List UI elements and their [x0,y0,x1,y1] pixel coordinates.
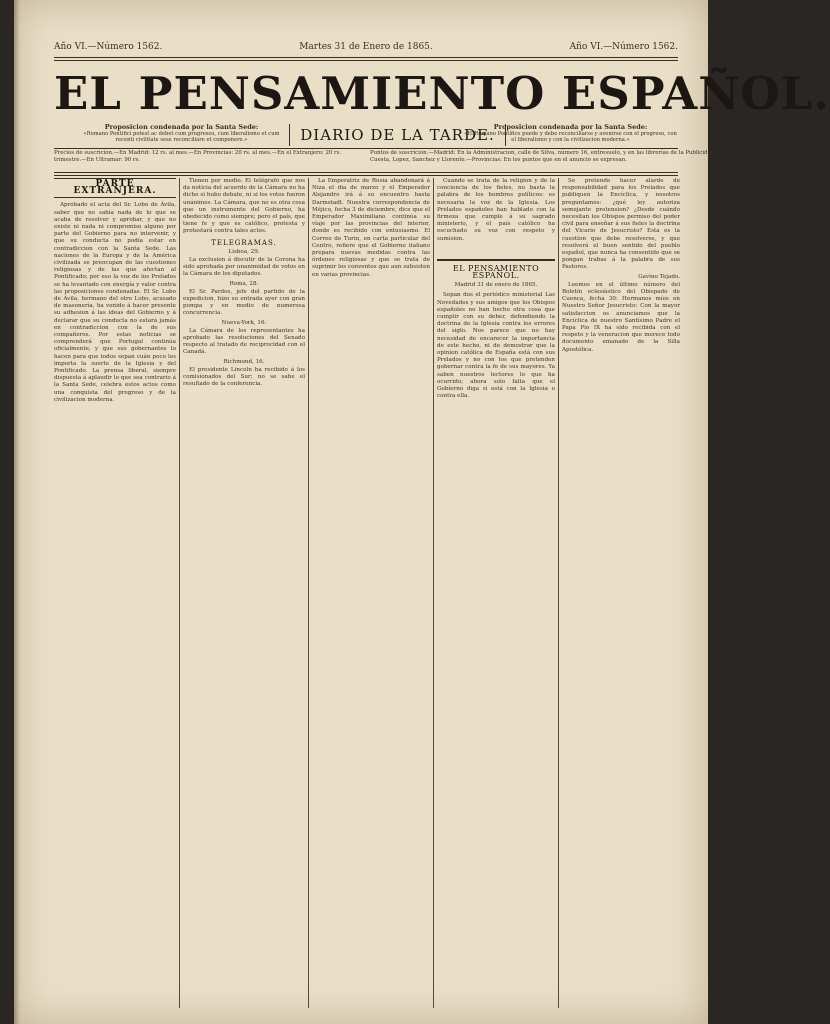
header-rule-mid [54,148,678,149]
subscription-info [54,150,716,170]
telegram-2-text: El Sr. Pardos, jefe del partido de la expedicion, hizo su entrada ayer con gran pompa y en medio de numerosa concurrencia. [183,288,305,317]
column-5 [562,178,680,1008]
issue-line [54,42,678,56]
page-fold-shadow [14,0,20,1024]
column-divider-2 [308,178,309,1008]
editorial-dateline: Madrid 31 de enero de 1865. [454,282,538,289]
telegram-1-place: Lisboa, 29. [228,248,260,255]
telegram-3-text: La Cámara de los representantes ha aprobado las resoluciones del Senado respecto al tratado de reciprocidad con el Canadá. [183,327,305,356]
issue-date: Martes 31 de Enero de 1865. [299,42,433,52]
column-divider-4 [558,178,559,1008]
motto-right-title: Proposicion condenada por la Santa Sede: [493,123,648,131]
motto-left-text: «Romano Pontifici potest ac debet cum progressu, cum liberalismo et cum recenti civilitate sese reconciliare et componere.» [83,130,280,143]
column-4-text: Cuando se trata de la religion y de la conciencia de los fieles, no basta la palabra de los hombres políticos: es necesaria la voz de la Iglesia. Los Prelados españoles han hablado con la firmeza que cumple á su sagrado ministerio, y el país católico ha escuchado su voz con respeto y sumision. [437,178,555,242]
section-head-foreign: PARTE EXTRANJERA. [54,178,176,198]
column-divider-3 [433,178,434,1008]
column-4 [437,178,555,1008]
column-divider-1 [179,178,180,1008]
issue-number-left: Año VI.—Número 1562. [54,42,163,52]
telegram-1-text: La exclusion á discutir de la Corona ha sido aprobada por unanimidad de votos en la Cámara de los diputados. [183,257,305,278]
header-rule-bottom-2 [54,175,678,176]
column-2-text: Tienen por medio. El telégrafo que nos da noticia del acuerdo de la Cámara no ha dicho si hubo debate, ni si los votos fueron unánimes. La Cámara, que no es otra cosa que un instrumento del Gobierno, ha obedecido como siempre; pero el país, que tiene fe y que es católico, protesta y protestará contra tales actos. [183,178,305,235]
subscription-prices: Precios de suscricion.—En Madrid: 12 rs. al mes.—En Provincias: 20 rs. al mes.—En el Extranjero: 20 rs. trimestre.—En Ultramar: 90 rs. [54,150,342,163]
issue-number-right: Año VI.—Número 1562. [569,42,678,52]
masthead-title: EL PENSAMIENTO ESPAÑOL. [54,67,830,120]
column-1 [54,178,176,1008]
column-5-signature: Gavino Tejado. [638,273,680,280]
header-rule-bottom [54,172,678,173]
telegram-3-place: Nueva-York, 16. [221,319,267,326]
telegram-4-place: Richmond, 16. [223,358,265,365]
motto-right-text: «El Romano Pontífice puede y debe reconciliarse y avenirse con el progreso, con el liberalismo y con la civilizacion moderna.» [464,130,677,143]
paper-subtitle: DIARIO DE LA TARDE. [289,124,506,146]
column-5-text: Se pretende hacer alarde de responsabilidad para los Prelados que publiquen la Encíclica, y nosotros preguntamos: ¿qué ley autoriza semejante pretension? ¿Desde cuándo necesitan los Obispos permiso del poder civil para enseñar á sus fieles la doctrina del Vicario de Jesucristo? Esta es la cuestion que debe resolverse, y que resolverá el buen sentido del pueblo español, que nunca ha consentido que se pongan trabas á la palabra de sus Pastores. [562,178,680,271]
telegram-4-text: El presidente Lincoln ha recibido á los comisionados del Sur; no se sabe el resultado de la conferencia. [183,366,305,388]
telegrams-head: TELEGRAMAS. [211,238,277,247]
motto-left-title: Proposicion condenada por la Santa Sede: [104,123,259,131]
column-3-text: La Emperatriz de Rusia abandonará á Niza el dia de marzo y el Emperador Alejandro irá á su encuentro hasta Darmstadt. Nuestra correspondencia de Méjico, fecha 3 de diciembre, dice que el Emperador Maximiliano continúa su viaje por las provincias del interior, donde es recibido con entusiasmo. El Correo de Turin, en carta particular del Centro, refiere que el Gobierno italiano prepara nuevas medidas contra las órdenes religiosas y que se trata de suprimir los conventos que aun subsisten en varias provincias. [312,178,430,278]
newspaper-page [14,0,830,1024]
motto-right [463,124,678,144]
column-1-text: Aprobado el acta del Sr. Lobo de Ávila, saber que no sabía nada de lo que se acaba de resolver y aprobar, y que no existe ni nada ni compromiso alguno por parte del Gobierno para no intervenir, y que su conducta no podía estar en contradiccion con la Santa Sede. Las naciones de la Europa y de la América civilizada se preocupan de las cuestiones religiosas y de las que afectan al Pontificado; por eso la voz de los Prelados se ha levantado con energía y valor contra las proposiciones condenadas. El Sr. Lobo de Ávila, hermano del otro Lobo, acusado de masonería, ha venido á hacer presente su adhesion á las ideas del Gobierno y á declarar que su conducta no estará jamás en contradiccion con la de sus compañeros. Por estas noticias se comprenderá que Portugal continúa oficialmente, y que sus gobernantes lo hacen para que todos sepan cuán poco les importa la suerte de la Iglesia y del Pontificado. La prensa liberal, siempre dispuesta á aplaudir lo que sea contrario á la Santa Sede, celebra estos actos como una conquista del progreso y de la civilizacion moderna. [54,202,176,403]
column-3 [312,178,430,1008]
header-rule-top-2 [54,60,678,61]
header-rule-top [54,57,678,58]
column-5-text-2: Leemos en el último número del Boletín eclesiástico del Obispado de Cuenca, fecha 30: Hermanos míos en Nuestro Señor Jesucristo: Con la mayor satisfaccion os anunciamos que la Encíclica de nuestro Santísimo Padre el Papa Pio IX ha sido recibida con el respeto y la veneracion que merece todo documento emanado de la Silla Apostólica. [562,281,680,353]
editorial-head: EL PENSAMIENTO ESPAÑOL. [437,259,555,279]
subscription-points: Puntos de suscricion.—Madrid: En la Administracion, calle de Silva, número 16, entresuelo, y en las librerías de la Publicidad, Cuesta, Lopez, Sanchez y Llorente.—Provincias: En los puntos que en el anuncio se expresan. [370,150,716,163]
sub-masthead [54,124,678,146]
motto-left [74,124,289,144]
column-4-editorial-text: Sepan dos el periódico ministerial Las Novedades y sus amigos que los Obispos españoles no han hecho otra cosa que cumplir con su deber, defendiendo la doctrina de la Iglesia contra los errores del siglo. Nos parece que no hay necesidad de encarecer la importancia de este hecho, ni de demostrar que la opinion católica de España está con sus Prelados y no con los que pretenden gobernar contra la fe de sus mayores. Ya saben nuestros lectores lo que ha ocurrido; ahora solo falta que el Gobierno diga si está con la Iglesia o contra ella. [437,292,555,400]
column-2 [183,178,305,1008]
telegram-2-place: Roma, 28. [229,280,259,287]
